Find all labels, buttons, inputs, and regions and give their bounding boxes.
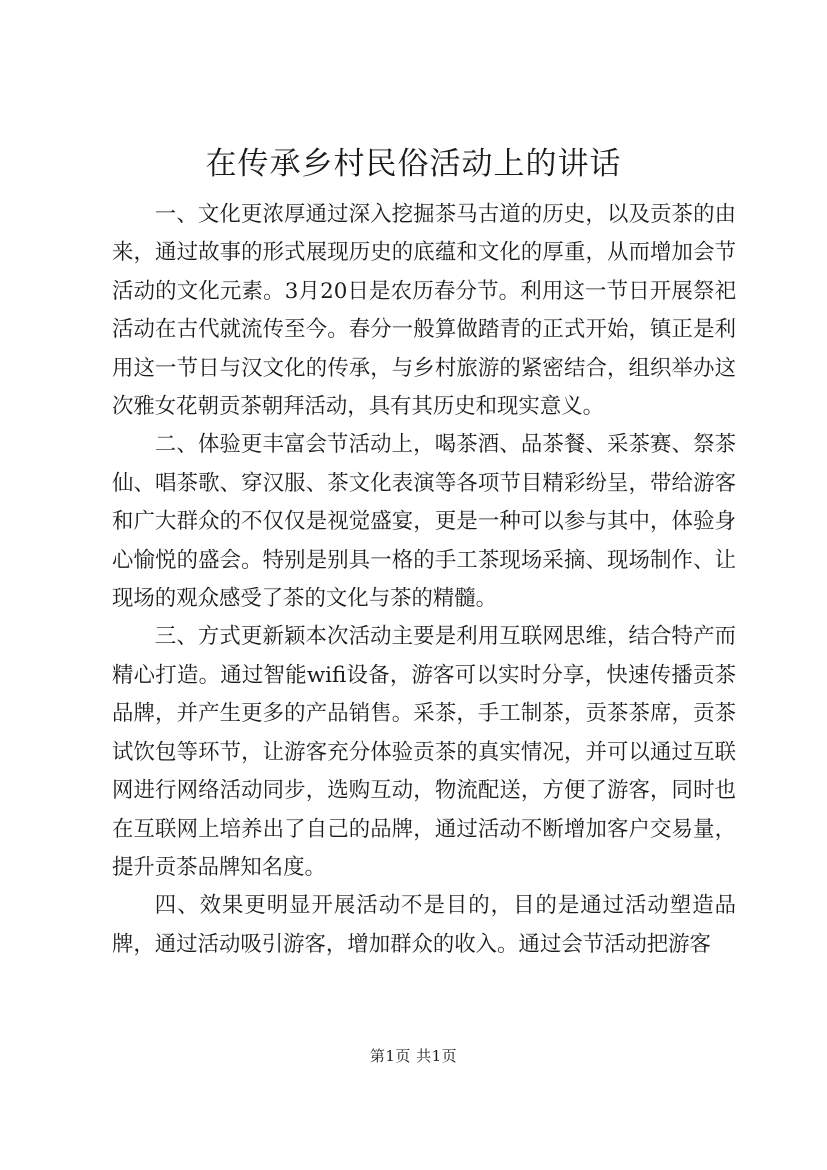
paragraph-culture: 一、文化更浓厚通过深入挖掘茶马古道的历史，以及贡茶的由来，通过故事的形式展现历史的底蕴和文化的厚重，从而增加会节活动的文化元素。3月20日是农历春分节。利用这一节日开展祭祀活动在古代就流传至今。春分一般算做踏青的正式开始，镇正是利用这一节日与汉文化的传承，与乡村旅游的紧密结合，组织举办这次雅女花朝贡茶朝拜活动，具有其历史和现实意义。 [112,202,736,420]
paragraph-experience: 二、体验更丰富会节活动上，喝茶酒、品茶餐、采茶赛、祭茶仙、唱茶歌、穿汉服、茶文化表演等各项节目精彩纷呈，带给游客和广大群众的不仅仅是视觉盛宴，更是一种可以参与其中，体验身心愉悦的盛会。特别是别具一格的手工茶现场采摘、现场制作、让现场的观众感受了茶的文化与茶的精髓。 [112,432,736,612]
page-footer: 第1页 共1页 [369,1047,458,1065]
document-body [112,196,736,964]
document-title: 在传承乡村民俗活动上的讲话 [205,146,622,182]
paragraph-effect: 四、效果更明显开展活动不是目的，目的是通过活动塑造品牌，通过活动吸引游客，增加群众的收入。通过会节活动把游客 [112,893,736,957]
paragraph-method: 三、方式更新颖本次活动主要是利用互联网思维，结合特产而精心打造。通过智能wifi设备，游客可以实时分享，快速传播贡茶品牌，并产生更多的产品销售。采茶，手工制茶，贡茶茶席，贡茶试饮包等环节，让游客充分体验贡茶的真实情况，并可以通过互联网进行网络活动同步，选购互动，物流配送，方便了游客，同时也在互联网上培养出了自己的品牌，通过活动不断增加客户交易量，提升贡茶品牌知名度。 [112,624,736,880]
